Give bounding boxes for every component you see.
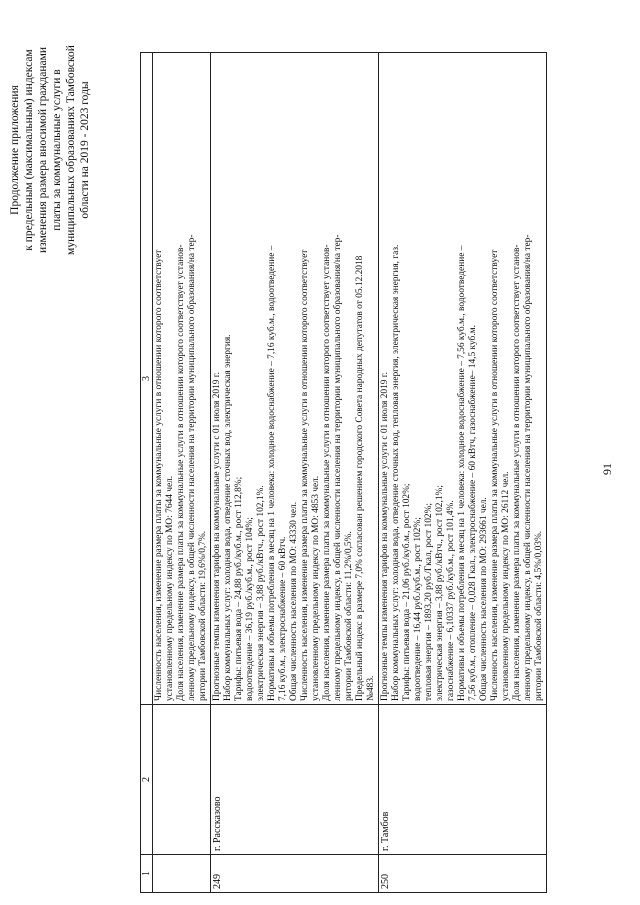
indices-table xyxy=(140,52,547,893)
text-line: Предельный индекс в размере 7,0% согласован решением городского Совета народных депутатов от 05.12.2018 xyxy=(355,255,365,701)
text-line: Численность населения, изменение размера платы за коммунальные услуги в отношении которого соответствует xyxy=(154,249,164,701)
text-line: водоотведение – 16,44 руб./куб.м., рост 102%; xyxy=(413,517,423,701)
text-line: Доля населения, изменение размера платы за коммунальные услуги в отношении которого соответствует установ- xyxy=(512,244,522,701)
table-row-continuation xyxy=(153,53,211,893)
description-cell xyxy=(153,53,211,705)
column-header: 3 xyxy=(141,53,153,705)
text-line: ленному предельному индексу, в общей численности населения на территории муниципального образования/на тер- xyxy=(333,234,343,701)
text-line: ленному предельному индексу, в общей численности населения на территории муниципального образования/на тер- xyxy=(187,234,197,701)
row-number: 249 xyxy=(211,855,379,893)
table-header-row xyxy=(141,53,153,893)
page-number: 91 xyxy=(600,463,614,475)
heading-line: муниципальных образованиях Тамбовской xyxy=(65,45,77,255)
text-line: Тарифы: питьевая вода – 21,06 руб./куб.м., рост 102%; xyxy=(402,483,412,701)
text-line: Прогнозные темпы изменения тарифов на коммунальные услуги с 01 июля 2019 г. xyxy=(212,372,222,701)
text-line: электрическая энергия – 3,88 руб./кВтч., рост 102,1%. xyxy=(256,485,266,701)
heading-line: Продолжение приложения xyxy=(9,85,21,215)
text-line: установленному предельному индексу по МО: 26112 чел. xyxy=(501,471,511,701)
text-line: установленному предельному индексу по МО: 4853 чел. xyxy=(311,475,321,701)
text-line: Набор коммунальных услуг: холодная вода, отведение сточных вод, тепловая энергия, электрическая энергия, газ. xyxy=(391,244,401,701)
text-line: Численность населения, изменение размера платы за коммунальные услуги в отношении которого соответствует xyxy=(490,249,500,701)
row-number: 250 xyxy=(379,855,547,893)
column-header: 2 xyxy=(141,705,153,855)
text-line: установленному предельному индексу по МО: 7644 чел. xyxy=(165,475,175,701)
text-line: 7,16 куб.м., электроснабжение – 60 кВтч. xyxy=(278,536,288,701)
text-line: ритории Тамбовской области: 19,6%/0,7%. xyxy=(198,530,208,701)
description-cell xyxy=(379,53,547,705)
text-line: Доля населения, изменение размера платы за коммунальные услуги в отношении которого соответствует установ- xyxy=(176,244,186,701)
table-row-249 xyxy=(211,53,379,893)
text-line: Тарифы: питьевая вода – 24,88 руб./куб.м., рост 112,8%; xyxy=(234,476,244,701)
heading-line: к предельным (максимальным) индексам xyxy=(23,49,35,251)
text-line: Общая численность населения по МО: 293661 чел. xyxy=(479,497,489,701)
text-line: Нормативы и объемы потребления в месяц на 1 человека: холодное водоснабжение – 7,16 куб.м., водоотведение – xyxy=(267,245,277,701)
text-line: Доля населения, изменение размера платы за коммунальные услуги в отношении которого соответствует установ- xyxy=(322,244,332,701)
description-cell xyxy=(211,53,379,705)
municipality-name: г. Рассказово xyxy=(211,705,379,855)
text-line: Прогнозные темпы изменения тарифов на коммунальные услуги с 01 июля 2019 г. xyxy=(380,372,390,701)
text-line: Нормативы и объемы потребления в месяц на 1 человека: холодное водоснабжение – 7,56 куб.м., водоотведение – xyxy=(457,245,467,701)
text-line: Набор коммунальных услуг: холодная вода, отведение сточных вод, электрическая энергия. xyxy=(223,334,233,701)
text-line: газоснабжение – 6,10337 руб./куб.м., рост 101,4%. xyxy=(446,500,456,701)
text-line: ритории Тамбовской области: 4,5%/0,03%. xyxy=(534,530,544,701)
text-line: ленному предельному индексу, в общей численности населения на территории муниципального образования/на тер- xyxy=(523,234,533,701)
text-line: ритории Тамбовской области: 11,2%/0,5%. xyxy=(344,531,354,701)
column-header: 1 xyxy=(141,855,153,893)
text-line: Общая численность населения по МО: 43330 чел. xyxy=(289,501,299,701)
heading-line: изменения размера вносимой гражданами xyxy=(37,46,49,254)
row-number-cell xyxy=(153,855,211,893)
text-line: электрическая энергия – 3,88 руб./кВтч., рост 102,1%; xyxy=(435,485,445,701)
heading-line: области на 2019 - 2023 годы xyxy=(79,81,91,219)
document-heading xyxy=(8,15,92,285)
text-line: Численность населения, изменение размера платы за коммунальные услуги в отношении которого соответствует xyxy=(300,249,310,701)
text-line: водоотведение – 36,19 руб./куб.м., рост 104%; xyxy=(245,517,255,701)
heading-line: платы за коммунальные услуги в xyxy=(51,69,63,231)
text-line: №483. xyxy=(366,675,376,701)
text-line: 7,56 куб.м., отопление – 0,028 Гкал., электроснабжение – 60 кВтч, газоснабжение– 14,5 куб.м. xyxy=(468,325,478,701)
text-line: тепловая энергия – 1893,20 руб./Гкал, рост 102%; xyxy=(424,503,434,701)
municipality-name: г. Тамбов xyxy=(379,705,547,855)
municipality-cell xyxy=(153,705,211,855)
table-row-250 xyxy=(379,53,547,893)
